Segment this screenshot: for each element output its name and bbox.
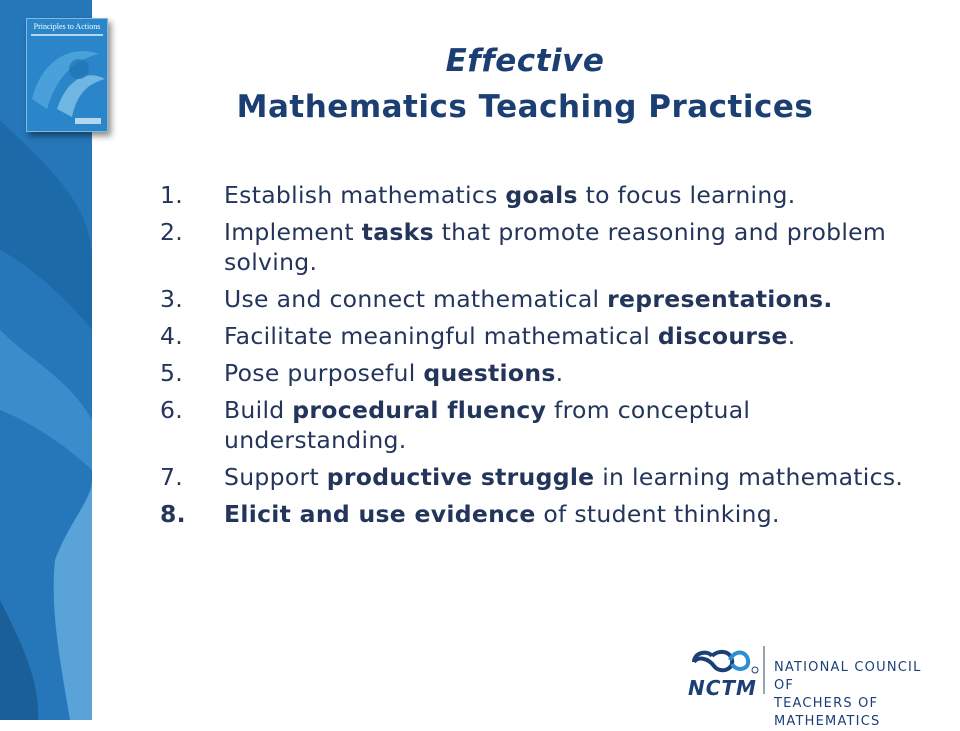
practice-number: 2.: [160, 218, 184, 246]
practice-text: .: [555, 359, 564, 387]
org-name-line-2: TEACHERS OF MATHEMATICS: [774, 696, 881, 729]
book-cover-subtitle-bar: [31, 34, 103, 36]
practice-number: 5.: [160, 359, 184, 387]
practice-item: [160, 217, 930, 277]
practice-keyword: questions: [423, 359, 556, 387]
title-line-2: Mathematics Teaching Practices: [236, 89, 814, 125]
practice-keyword: procedural fluency: [292, 396, 547, 424]
book-cover-image: [26, 18, 108, 132]
practice-number: 4.: [160, 322, 184, 350]
practice-text: Implement: [224, 218, 362, 246]
practice-text: Establish mathematics: [224, 181, 506, 209]
slide-title: [120, 38, 930, 130]
nctm-logo-icon: [684, 646, 762, 678]
practice-item: [160, 284, 930, 314]
organization-name: [774, 659, 944, 731]
org-name-line-1: NATIONAL COUNCIL OF: [774, 660, 922, 693]
practice-keyword: representations.: [607, 285, 833, 313]
practice-text: Use and connect mathematical: [224, 285, 608, 313]
nctm-logo: [684, 646, 944, 729]
practice-item: [160, 462, 930, 492]
practice-text: from conceptual understanding.: [224, 396, 751, 454]
practice-text: Support: [224, 463, 327, 491]
practice-item: [160, 358, 930, 388]
practice-number: 3.: [160, 285, 184, 313]
sidebar-decoration: [0, 0, 101, 720]
practice-keyword: productive struggle: [326, 463, 595, 491]
practice-keyword: Elicit and use evidence: [224, 500, 536, 528]
practice-item: [160, 180, 930, 210]
practices-list: [160, 180, 930, 536]
book-cover-art: [27, 39, 107, 117]
logo-divider: [763, 646, 765, 694]
practice-keyword: goals: [505, 181, 578, 209]
book-cover-publisher-logo: [75, 118, 101, 124]
practice-text: that promote reasoning and problem solving.: [224, 218, 887, 276]
practice-keyword: discourse: [657, 322, 788, 350]
practice-text: of student thinking.: [535, 500, 780, 528]
practice-item: [160, 395, 930, 455]
practice-text: in learning mathematics.: [594, 463, 904, 491]
practice-number: 1.: [160, 181, 184, 209]
practice-text: .: [787, 322, 796, 350]
practice-item: [160, 499, 930, 529]
practice-number: 6.: [160, 396, 184, 424]
title-line-1: Effective: [445, 43, 605, 79]
book-cover-title: Principles to Actions: [33, 22, 101, 31]
practice-keyword: tasks: [361, 218, 434, 246]
practice-text: Pose purposeful: [224, 359, 424, 387]
practice-number: 8.: [160, 500, 186, 528]
practice-text: Facilitate meaningful mathematical: [224, 322, 658, 350]
practice-text: to focus learning.: [577, 181, 796, 209]
practice-text: Build: [224, 396, 293, 424]
practice-number: 7.: [160, 463, 184, 491]
nctm-abbreviation: NCTM: [688, 676, 757, 700]
practice-item: [160, 321, 930, 351]
